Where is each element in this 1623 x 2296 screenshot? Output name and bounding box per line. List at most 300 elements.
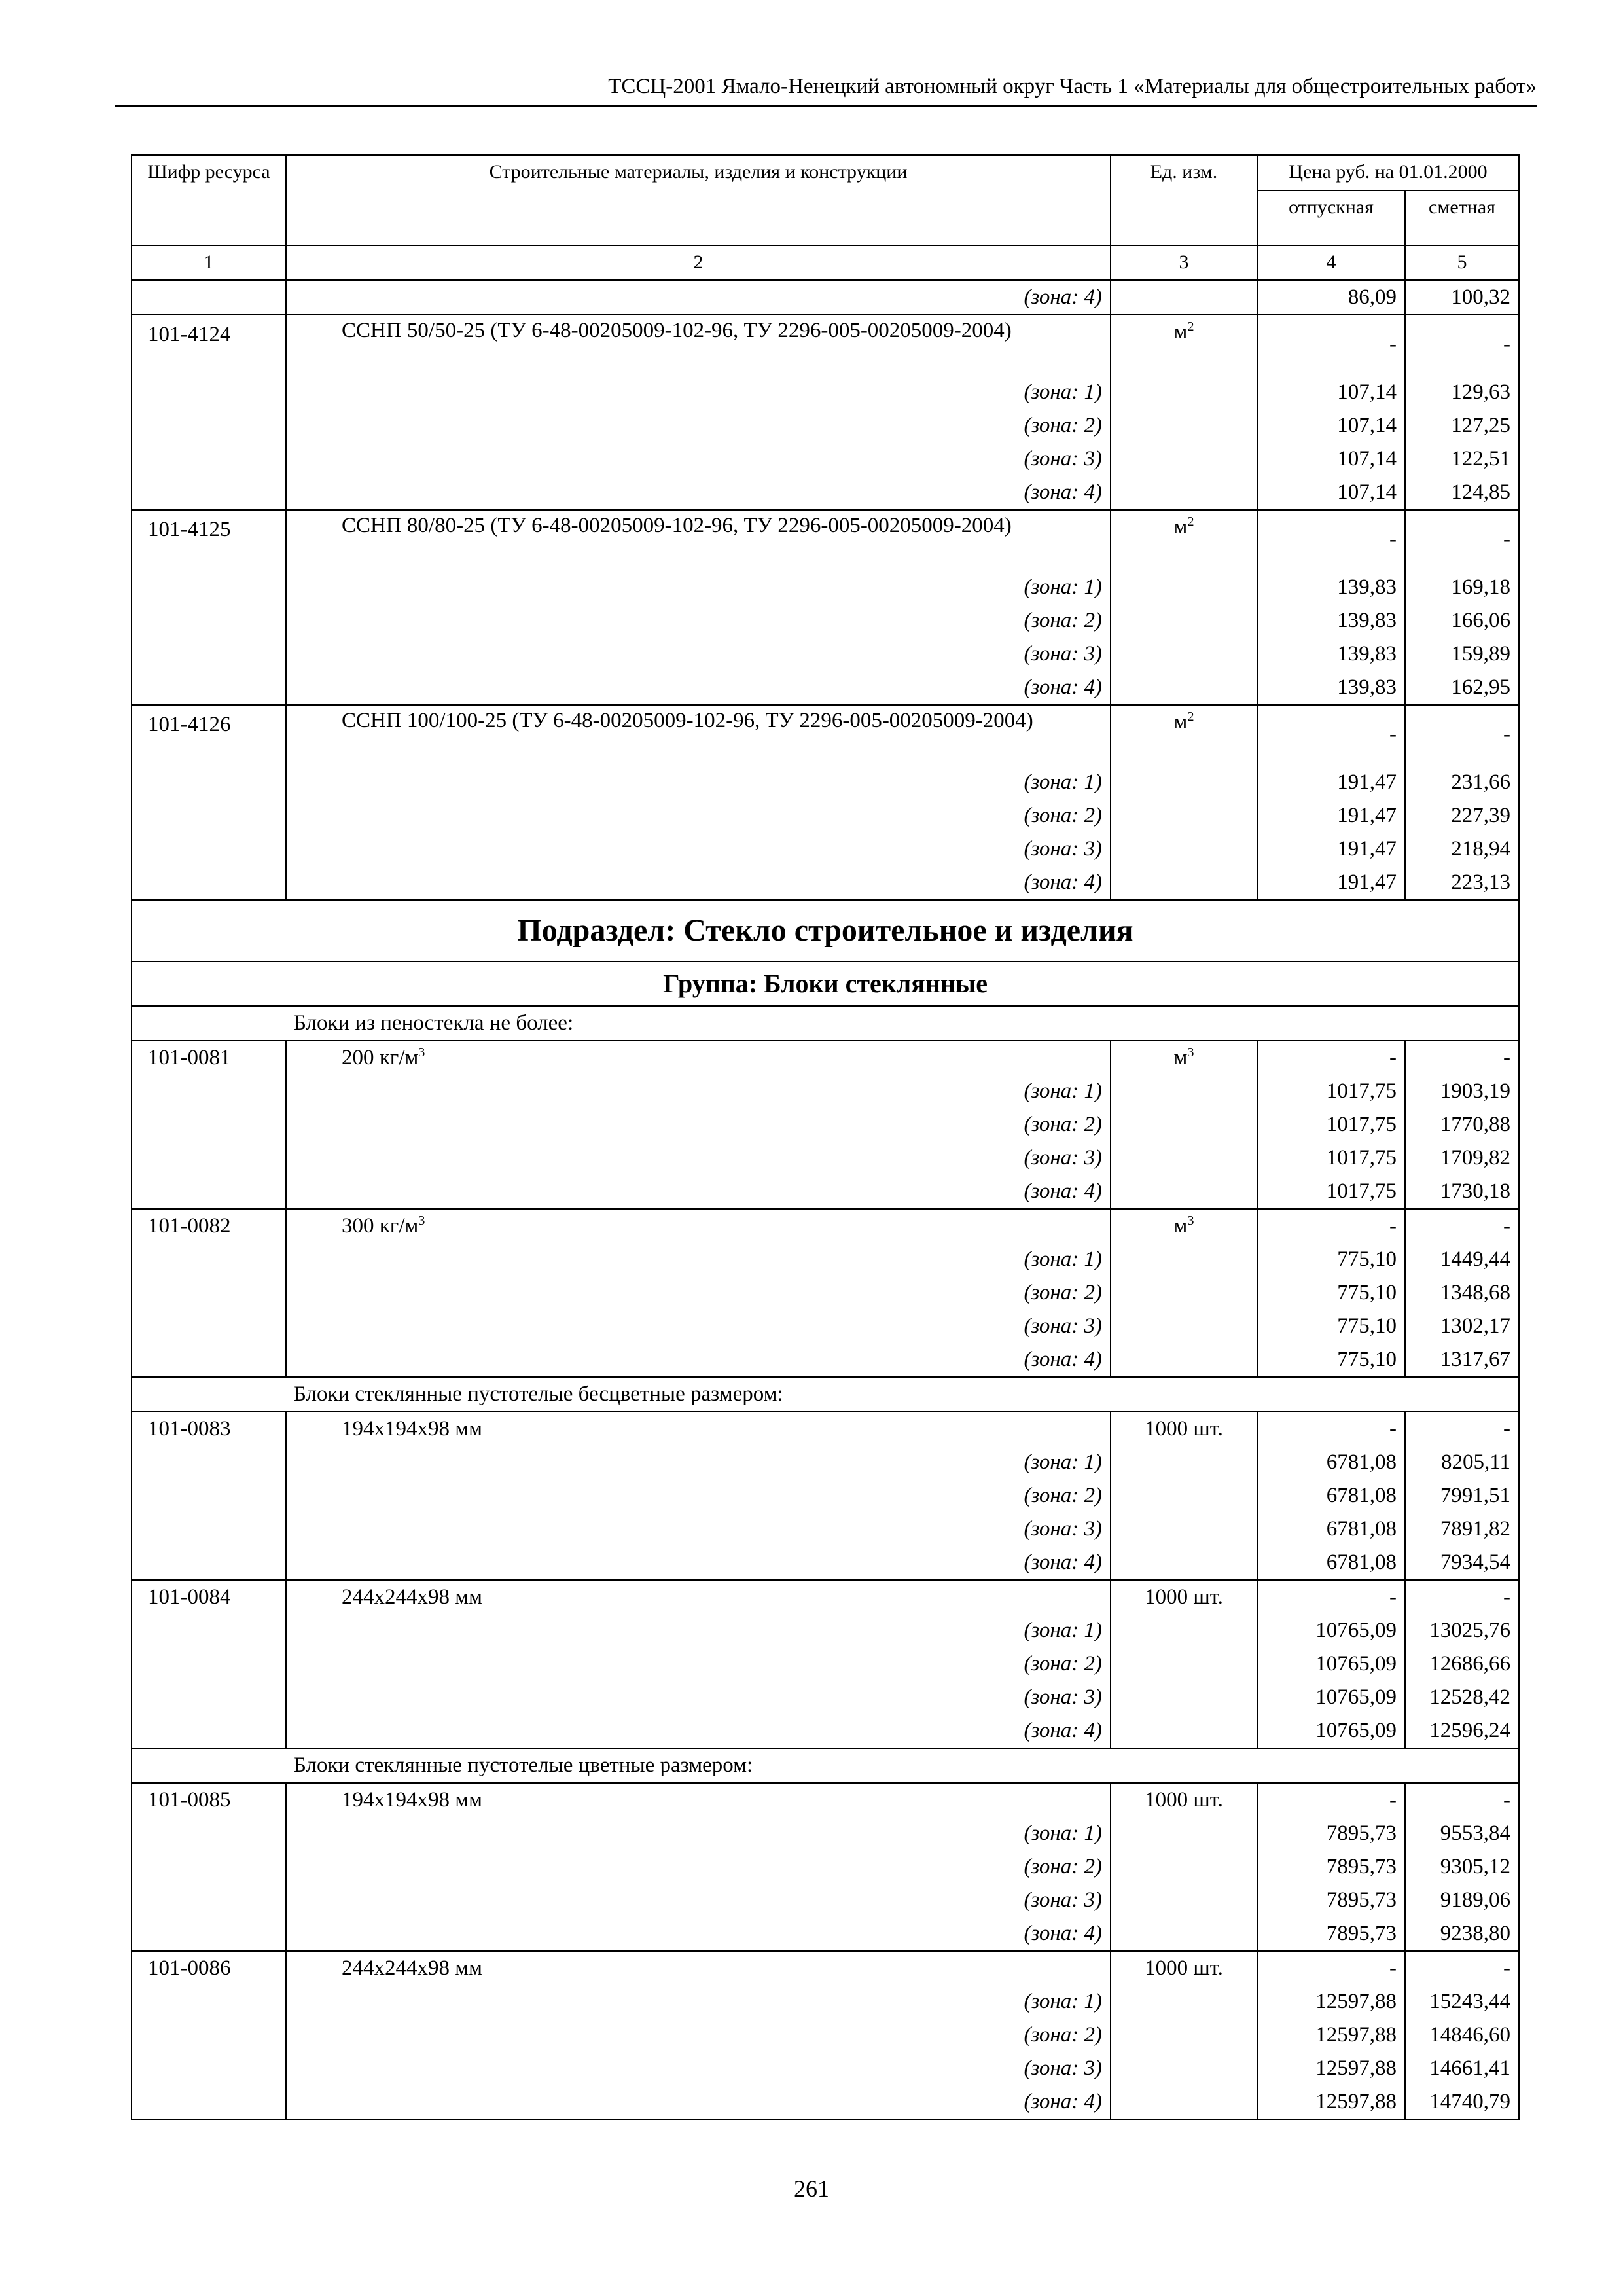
code-cell-empty bbox=[132, 1377, 286, 1412]
release-price: 12597,88 bbox=[1257, 1985, 1405, 2018]
zone-label: (зона: 2) bbox=[286, 1276, 1111, 1310]
release-price: 775,10 bbox=[1257, 1276, 1405, 1310]
release-price: 10765,09 bbox=[1257, 1714, 1405, 1748]
release-price: 12597,88 bbox=[1257, 2085, 1405, 2119]
estimate-price: 14846,60 bbox=[1405, 2018, 1519, 2052]
zone-label: (зона: 3) bbox=[286, 442, 1111, 476]
unit-cell-empty bbox=[1111, 1276, 1257, 1310]
estimate-price: 7891,82 bbox=[1405, 1513, 1519, 1546]
code-cell-empty bbox=[132, 571, 286, 604]
unit-superscript: 3 bbox=[1187, 1213, 1194, 1228]
item-row bbox=[132, 1412, 1519, 1446]
estimate-price: 1348,68 bbox=[1405, 1276, 1519, 1310]
release-price: 7895,73 bbox=[1257, 1884, 1405, 1917]
release-price: 775,10 bbox=[1257, 1343, 1405, 1377]
estimate-price: 127,25 bbox=[1405, 409, 1519, 442]
estimate-price: - bbox=[1405, 1041, 1519, 1075]
release-price: - bbox=[1257, 1412, 1405, 1446]
release-price: - bbox=[1257, 1041, 1405, 1075]
estimate-price: 169,18 bbox=[1405, 571, 1519, 604]
material-name bbox=[286, 1209, 1111, 1243]
unit-cell-empty bbox=[1111, 2052, 1257, 2085]
code-cell-empty bbox=[132, 1748, 286, 1783]
zone-label: (зона: 2) bbox=[286, 799, 1111, 833]
price-table bbox=[131, 154, 1520, 2120]
release-price: - bbox=[1257, 1951, 1405, 1985]
zone-label: (зона: 2) bbox=[286, 1479, 1111, 1513]
release-price: - bbox=[1257, 510, 1405, 571]
zone-label: (зона: 4) bbox=[286, 1714, 1111, 1748]
running-header: ТССЦ-2001 Ямало-Ненецкий автономный округ Часть 1 «Материалы для общестроительных работ» bbox=[608, 75, 1537, 98]
zone-row bbox=[132, 571, 1519, 604]
zone-row bbox=[132, 409, 1519, 442]
release-price: 139,83 bbox=[1257, 637, 1405, 671]
estimate-price: 1317,67 bbox=[1405, 1343, 1519, 1377]
unit-cell-empty bbox=[1111, 2085, 1257, 2119]
code-cell-empty bbox=[132, 1343, 286, 1377]
unit-superscript: 2 bbox=[1187, 319, 1194, 334]
estimate-price: 1903,19 bbox=[1405, 1075, 1519, 1108]
column-number: 1 bbox=[132, 245, 286, 280]
resource-code: 101-4126 bbox=[132, 705, 286, 766]
unit-cell-empty bbox=[1111, 1546, 1257, 1580]
unit bbox=[1111, 510, 1257, 571]
material-name: ССНП 50/50-25 (ТУ 6-48-00205009-102-96, ТУ 2296-005-00205009-2004) bbox=[286, 315, 1111, 376]
zone-label: (зона: 1) bbox=[286, 1075, 1111, 1108]
estimate-price: - bbox=[1405, 1412, 1519, 1446]
unit-cell-empty bbox=[1111, 766, 1257, 799]
estimate-price: 1449,44 bbox=[1405, 1243, 1519, 1276]
zone-label: (зона: 1) bbox=[286, 1614, 1111, 1647]
code-cell-empty bbox=[132, 1884, 286, 1917]
code-cell-empty bbox=[132, 2018, 286, 2052]
estimate-price: - bbox=[1405, 705, 1519, 766]
code-cell-empty bbox=[132, 2052, 286, 2085]
estimate-price: 218,94 bbox=[1405, 833, 1519, 866]
unit-text: м bbox=[1173, 515, 1188, 539]
estimate-price: 7934,54 bbox=[1405, 1546, 1519, 1580]
unit-cell-empty bbox=[1111, 1479, 1257, 1513]
zone-row bbox=[132, 1479, 1519, 1513]
code-cell-empty bbox=[132, 1817, 286, 1850]
release-price: 191,47 bbox=[1257, 766, 1405, 799]
estimate-price: 9238,80 bbox=[1405, 1917, 1519, 1951]
zone-row bbox=[132, 2052, 1519, 2085]
code-cell-empty bbox=[132, 1647, 286, 1681]
code-cell-empty bbox=[132, 866, 286, 900]
zone-row bbox=[132, 1513, 1519, 1546]
estimate-price: 122,51 bbox=[1405, 442, 1519, 476]
release-price: 7895,73 bbox=[1257, 1850, 1405, 1884]
column-number: 2 bbox=[286, 245, 1111, 280]
zone-row bbox=[132, 376, 1519, 409]
caption-filler bbox=[1405, 1748, 1519, 1783]
zone-label: (зона: 1) bbox=[286, 1243, 1111, 1276]
zone-row bbox=[132, 1817, 1519, 1850]
material-name: ССНП 100/100-25 (ТУ 6-48-00205009-102-96, ТУ 2296-005-00205009-2004) bbox=[286, 705, 1111, 766]
zone-row bbox=[132, 2085, 1519, 2119]
zone-row bbox=[132, 833, 1519, 866]
zone-row bbox=[132, 1343, 1519, 1377]
release-price: 10765,09 bbox=[1257, 1647, 1405, 1681]
caption-text: Блоки стеклянные пустотелые бесцветные размером: bbox=[286, 1377, 1405, 1412]
unit-cell-empty bbox=[1111, 1817, 1257, 1850]
release-price: 10765,09 bbox=[1257, 1681, 1405, 1714]
zone-row bbox=[132, 799, 1519, 833]
unit-cell-empty bbox=[1111, 671, 1257, 705]
release-price: 86,09 bbox=[1257, 280, 1405, 315]
estimate-price: 12528,42 bbox=[1405, 1681, 1519, 1714]
release-price: 191,47 bbox=[1257, 799, 1405, 833]
release-price: 107,14 bbox=[1257, 376, 1405, 409]
material-name: ССНП 80/80-25 (ТУ 6-48-00205009-102-96, ТУ 2296-005-00205009-2004) bbox=[286, 510, 1111, 571]
zone-label: (зона: 2) bbox=[286, 1108, 1111, 1141]
column-number: 4 bbox=[1257, 245, 1405, 280]
release-price: - bbox=[1257, 1209, 1405, 1243]
zone-label: (зона: 1) bbox=[286, 571, 1111, 604]
zone-label: (зона: 1) bbox=[286, 1817, 1111, 1850]
caption-row bbox=[132, 1377, 1519, 1412]
zone-label: (зона: 3) bbox=[286, 2052, 1111, 2085]
unit-cell-empty bbox=[1111, 1850, 1257, 1884]
estimate-price: 1302,17 bbox=[1405, 1310, 1519, 1343]
code-cell-empty bbox=[132, 1006, 286, 1041]
estimate-price: - bbox=[1405, 1783, 1519, 1817]
caption-filler bbox=[1405, 1377, 1519, 1412]
estimate-price: 231,66 bbox=[1405, 766, 1519, 799]
code-cell-empty bbox=[132, 1141, 286, 1175]
unit-superscript: 2 bbox=[1187, 709, 1194, 724]
code-cell-empty bbox=[132, 1479, 286, 1513]
header-estimate: сметная bbox=[1405, 190, 1519, 245]
zone-row bbox=[132, 2018, 1519, 2052]
unit-text: м bbox=[1173, 1046, 1188, 1069]
material-name: 194x194x98 мм bbox=[286, 1783, 1111, 1817]
unit-cell-empty bbox=[1111, 1681, 1257, 1714]
zone-row bbox=[132, 1917, 1519, 1951]
release-price: 191,47 bbox=[1257, 833, 1405, 866]
zone-row bbox=[132, 1681, 1519, 1714]
zone-label: (зона: 2) bbox=[286, 2018, 1111, 2052]
estimate-price: 15243,44 bbox=[1405, 1985, 1519, 2018]
code-cell-empty bbox=[132, 1850, 286, 1884]
subsection-title-row bbox=[132, 900, 1519, 961]
zone-label: (зона: 1) bbox=[286, 376, 1111, 409]
zone-label: (зона: 2) bbox=[286, 409, 1111, 442]
release-price: 139,83 bbox=[1257, 604, 1405, 637]
unit bbox=[1111, 1209, 1257, 1243]
unit-cell-empty bbox=[1111, 799, 1257, 833]
estimate-price: 159,89 bbox=[1405, 637, 1519, 671]
material-name: 244x244x98 мм bbox=[286, 1580, 1111, 1614]
code-cell-empty bbox=[132, 409, 286, 442]
zone-label: (зона: 3) bbox=[286, 833, 1111, 866]
unit-cell-empty bbox=[1111, 1446, 1257, 1479]
release-price: 7895,73 bbox=[1257, 1817, 1405, 1850]
zone-row bbox=[132, 1546, 1519, 1580]
group-title-row bbox=[132, 961, 1519, 1006]
code-cell-empty bbox=[132, 1243, 286, 1276]
estimate-price: 129,63 bbox=[1405, 376, 1519, 409]
group-title: Группа: Блоки стеклянные bbox=[132, 961, 1519, 1006]
zone-label: (зона: 3) bbox=[286, 1681, 1111, 1714]
release-price: 107,14 bbox=[1257, 409, 1405, 442]
material-name-text: 300 кг/м bbox=[342, 1214, 419, 1238]
unit-cell-empty bbox=[1111, 1343, 1257, 1377]
unit-cell-empty bbox=[1111, 1175, 1257, 1209]
zone-label: (зона: 4) bbox=[286, 1917, 1111, 1951]
release-price: 1017,75 bbox=[1257, 1108, 1405, 1141]
code-cell-empty bbox=[132, 1714, 286, 1748]
zone-row bbox=[132, 442, 1519, 476]
unit-cell-empty bbox=[1111, 1884, 1257, 1917]
zone-label: (зона: 2) bbox=[286, 1647, 1111, 1681]
code-cell-empty bbox=[132, 1614, 286, 1647]
code-cell-empty bbox=[132, 1513, 286, 1546]
resource-code: 101-0084 bbox=[132, 1580, 286, 1614]
estimate-price: 100,32 bbox=[1405, 280, 1519, 315]
code-cell-empty bbox=[132, 476, 286, 510]
resource-code: 101-0086 bbox=[132, 1951, 286, 1985]
estimate-price: 9305,12 bbox=[1405, 1850, 1519, 1884]
zone-row bbox=[132, 1075, 1519, 1108]
item-row bbox=[132, 510, 1519, 571]
code-cell-empty bbox=[132, 1175, 286, 1209]
caption-row bbox=[132, 1006, 1519, 1041]
zone-label: (зона: 2) bbox=[286, 1850, 1111, 1884]
unit bbox=[1111, 315, 1257, 376]
zone-label: (зона: 4) bbox=[286, 671, 1111, 705]
unit-cell-empty bbox=[1111, 1243, 1257, 1276]
zone-row bbox=[132, 1850, 1519, 1884]
zone-label: (зона: 4) bbox=[286, 1175, 1111, 1209]
zone-label: (зона: 4) bbox=[286, 476, 1111, 510]
unit-cell-empty bbox=[1111, 1917, 1257, 1951]
zone-row bbox=[132, 1714, 1519, 1748]
item-row bbox=[132, 1209, 1519, 1243]
item-row bbox=[132, 315, 1519, 376]
estimate-price: 14661,41 bbox=[1405, 2052, 1519, 2085]
unit-cell-empty bbox=[1111, 1075, 1257, 1108]
estimate-price: - bbox=[1405, 1209, 1519, 1243]
release-price: 775,10 bbox=[1257, 1310, 1405, 1343]
code-cell-empty bbox=[132, 799, 286, 833]
resource-code: 101-4124 bbox=[132, 315, 286, 376]
release-price: - bbox=[1257, 315, 1405, 376]
unit: 1000 шт. bbox=[1111, 1783, 1257, 1817]
release-price: 6781,08 bbox=[1257, 1513, 1405, 1546]
code-cell-empty bbox=[132, 442, 286, 476]
estimate-price: 12686,66 bbox=[1405, 1647, 1519, 1681]
zone-label: (зона: 1) bbox=[286, 766, 1111, 799]
code-cell-empty bbox=[132, 833, 286, 866]
zone-row bbox=[132, 766, 1519, 799]
unit-cell-empty bbox=[1111, 2018, 1257, 2052]
unit-cell-empty bbox=[1111, 376, 1257, 409]
estimate-price: 7991,51 bbox=[1405, 1479, 1519, 1513]
unit-cell-empty bbox=[1111, 1141, 1257, 1175]
zone-label: (зона: 4) bbox=[286, 1546, 1111, 1580]
resource-code: 101-0082 bbox=[132, 1209, 286, 1243]
code-cell-empty bbox=[132, 1075, 286, 1108]
unit-text: м bbox=[1173, 1214, 1188, 1238]
zone-label: (зона: 3) bbox=[286, 1884, 1111, 1917]
release-price: 107,14 bbox=[1257, 476, 1405, 510]
zone-row bbox=[132, 1141, 1519, 1175]
page-number: 261 bbox=[794, 2176, 829, 2202]
item-row bbox=[132, 1951, 1519, 1985]
estimate-price: 227,39 bbox=[1405, 799, 1519, 833]
caption-row bbox=[132, 1748, 1519, 1783]
release-price: 12597,88 bbox=[1257, 2018, 1405, 2052]
estimate-price: - bbox=[1405, 1951, 1519, 1985]
release-price: 191,47 bbox=[1257, 866, 1405, 900]
zone-row bbox=[132, 671, 1519, 705]
release-price: 6781,08 bbox=[1257, 1479, 1405, 1513]
estimate-price: 1709,82 bbox=[1405, 1141, 1519, 1175]
estimate-price: 13025,76 bbox=[1405, 1614, 1519, 1647]
resource-code: 101-0081 bbox=[132, 1041, 286, 1075]
caption-text: Блоки стеклянные пустотелые цветные размером: bbox=[286, 1748, 1405, 1783]
unit-superscript: 2 bbox=[1187, 514, 1194, 529]
unit-superscript: 3 bbox=[1187, 1045, 1194, 1060]
header-rule bbox=[115, 105, 1537, 107]
estimate-price: 9189,06 bbox=[1405, 1884, 1519, 1917]
item-row bbox=[132, 705, 1519, 766]
code-cell-empty bbox=[132, 637, 286, 671]
zone-label: (зона: 3) bbox=[286, 637, 1111, 671]
estimate-price: 223,13 bbox=[1405, 866, 1519, 900]
release-price: 1017,75 bbox=[1257, 1141, 1405, 1175]
estimate-price: - bbox=[1405, 315, 1519, 376]
column-number: 3 bbox=[1111, 245, 1257, 280]
release-price: 139,83 bbox=[1257, 571, 1405, 604]
unit-cell-empty bbox=[1111, 637, 1257, 671]
item-row bbox=[132, 1783, 1519, 1817]
unit bbox=[1111, 1041, 1257, 1075]
estimate-price: 9553,84 bbox=[1405, 1817, 1519, 1850]
unit-cell-empty bbox=[1111, 604, 1257, 637]
release-price: 10765,09 bbox=[1257, 1614, 1405, 1647]
zone-row bbox=[132, 1884, 1519, 1917]
unit-cell-empty bbox=[1111, 1714, 1257, 1748]
unit-cell-empty bbox=[1111, 442, 1257, 476]
estimate-price: 1730,18 bbox=[1405, 1175, 1519, 1209]
zone-label: (зона: 4) bbox=[286, 866, 1111, 900]
release-price: - bbox=[1257, 1783, 1405, 1817]
header-price: Цена руб. на 01.01.2000 bbox=[1257, 155, 1519, 190]
material-name bbox=[286, 1041, 1111, 1075]
estimate-price: 8205,11 bbox=[1405, 1446, 1519, 1479]
unit-cell-empty bbox=[1111, 833, 1257, 866]
code-cell-empty bbox=[132, 1310, 286, 1343]
zone-label: (зона: 1) bbox=[286, 1446, 1111, 1479]
carry-over-row bbox=[132, 280, 1519, 315]
material-name-text: 200 кг/м bbox=[342, 1046, 419, 1069]
release-price: 1017,75 bbox=[1257, 1175, 1405, 1209]
caption-text: Блоки из пеностекла не более: bbox=[286, 1006, 1405, 1041]
unit-cell-empty bbox=[1111, 571, 1257, 604]
zone-row bbox=[132, 1276, 1519, 1310]
zone-row bbox=[132, 866, 1519, 900]
estimate-price: 1770,88 bbox=[1405, 1108, 1519, 1141]
release-price: 7895,73 bbox=[1257, 1917, 1405, 1951]
code-cell-empty bbox=[132, 2085, 286, 2119]
release-price: 775,10 bbox=[1257, 1243, 1405, 1276]
unit-text: м bbox=[1173, 710, 1188, 734]
unit-cell-empty bbox=[1111, 866, 1257, 900]
unit-cell-empty bbox=[1111, 1985, 1257, 2018]
resource-code: 101-4125 bbox=[132, 510, 286, 571]
unit-cell-empty bbox=[1111, 1310, 1257, 1343]
code-cell-empty bbox=[132, 1917, 286, 1951]
release-price: 107,14 bbox=[1257, 442, 1405, 476]
header-code: Шифр ресурса bbox=[132, 155, 286, 245]
unit-cell-empty bbox=[1111, 1513, 1257, 1546]
resource-code: 101-0083 bbox=[132, 1412, 286, 1446]
estimate-price: 14740,79 bbox=[1405, 2085, 1519, 2119]
unit-cell-empty bbox=[1111, 409, 1257, 442]
column-numbers-row bbox=[132, 245, 1519, 280]
release-price: - bbox=[1257, 705, 1405, 766]
code-cell-empty bbox=[132, 766, 286, 799]
unit-cell-empty bbox=[1111, 1108, 1257, 1141]
header-name: Строительные материалы, изделия и конструкции bbox=[286, 155, 1111, 245]
unit-text: м bbox=[1173, 320, 1188, 344]
caption-filler bbox=[1405, 1006, 1519, 1041]
item-row bbox=[132, 1580, 1519, 1614]
material-name-superscript: 3 bbox=[418, 1045, 425, 1060]
code-cell-empty bbox=[132, 1985, 286, 2018]
code-cell-empty bbox=[132, 1276, 286, 1310]
zone-row bbox=[132, 1175, 1519, 1209]
zone-label: (зона: 4) bbox=[286, 2085, 1111, 2119]
unit: 1000 шт. bbox=[1111, 1412, 1257, 1446]
estimate-price: 162,95 bbox=[1405, 671, 1519, 705]
zone-row bbox=[132, 476, 1519, 510]
material-name: 194x194x98 мм bbox=[286, 1412, 1111, 1446]
resource-code: 101-0085 bbox=[132, 1783, 286, 1817]
estimate-price: 166,06 bbox=[1405, 604, 1519, 637]
zone-row bbox=[132, 604, 1519, 637]
zone-label: (зона: 1) bbox=[286, 1985, 1111, 2018]
code-cell-empty bbox=[132, 1108, 286, 1141]
release-price: 12597,88 bbox=[1257, 2052, 1405, 2085]
zone-label: (зона: 4) bbox=[286, 1343, 1111, 1377]
zone-label: (зона: 3) bbox=[286, 1310, 1111, 1343]
zone-row bbox=[132, 1647, 1519, 1681]
code-cell-empty bbox=[132, 1681, 286, 1714]
unit: 1000 шт. bbox=[1111, 1580, 1257, 1614]
unit bbox=[1111, 705, 1257, 766]
release-price: 139,83 bbox=[1257, 671, 1405, 705]
release-price: 1017,75 bbox=[1257, 1075, 1405, 1108]
zone-row bbox=[132, 1310, 1519, 1343]
zone-row bbox=[132, 1614, 1519, 1647]
release-price: 6781,08 bbox=[1257, 1546, 1405, 1580]
header-unit: Ед. изм. bbox=[1111, 155, 1257, 245]
zone-label: (зона: 3) bbox=[286, 1141, 1111, 1175]
zone-row bbox=[132, 1985, 1519, 2018]
estimate-price: - bbox=[1405, 510, 1519, 571]
estimate-price: 124,85 bbox=[1405, 476, 1519, 510]
item-row bbox=[132, 1041, 1519, 1075]
code-cell-empty bbox=[132, 604, 286, 637]
zone-row bbox=[132, 1446, 1519, 1479]
zone-row bbox=[132, 637, 1519, 671]
unit: 1000 шт. bbox=[1111, 1951, 1257, 1985]
subsection-title: Подраздел: Стекло строительное и изделия bbox=[132, 900, 1519, 961]
